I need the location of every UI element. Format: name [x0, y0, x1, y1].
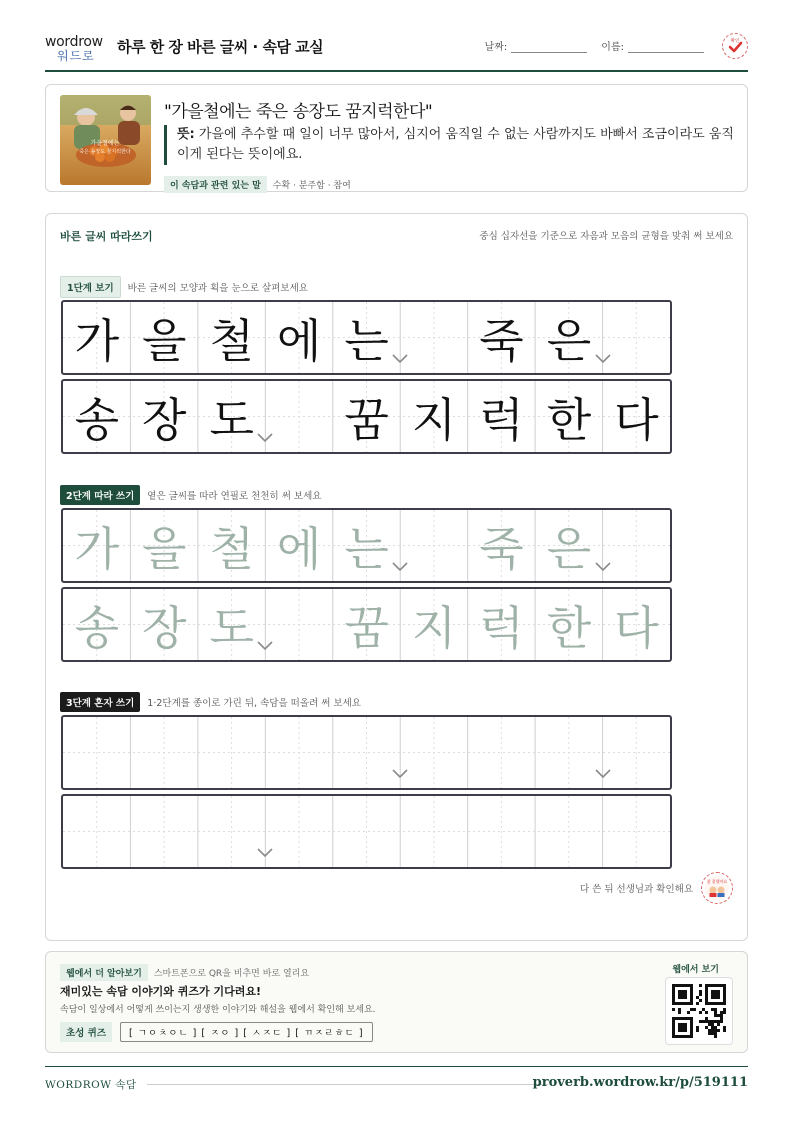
logo-text-top: wordrow	[45, 34, 103, 50]
step-1-label: 1단계 보기	[60, 276, 121, 298]
footer-brand: WORDROW 속담	[45, 1079, 137, 1091]
space-mark-icon	[593, 352, 613, 366]
quiz-value: [ ㄱㅇㅊㅇㄴ ] [ ㅈㅇ ] [ ㅅㅈㄷ ] [ ㄲㅈㄹㅎㄷ ]	[120, 1022, 373, 1042]
step-1-desc: 바른 글씨의 모양과 획을 눈으로 살펴보세요	[127, 283, 308, 294]
date-label: 날짜:	[484, 42, 508, 53]
proverb-illustration	[60, 95, 151, 185]
step-1-row-2	[61, 379, 672, 454]
letter-cell[interactable]: 꿈	[344, 600, 389, 655]
web-desc: 속담이 일상에서 어떻게 쓰이는지 생생한 이야기와 해설을 웹에서 확인해 보세요.	[60, 1005, 376, 1015]
stamp-text: 참 잘했어요	[706, 879, 728, 884]
related-label: 이 속담과 관련 있는 말	[164, 176, 267, 193]
name-label: 이름:	[601, 42, 624, 53]
meaning-text: 가을에 추수할 때 일이 너무 많아서, 심지어 움직일 수 없는 사람까지도 바빠서 조금이라도 움직이게 된다는 뜻이에요.	[177, 127, 734, 162]
footer-divider	[147, 1084, 548, 1085]
space-mark-icon	[390, 560, 410, 574]
related-list: 수확 · 분주함 · 참여	[272, 181, 351, 191]
step-3-label: 3단계 혼자 쓰기	[60, 692, 140, 712]
letter-cell: 죽	[479, 313, 524, 368]
letter-cell[interactable]: 가	[74, 521, 120, 576]
practice-title: 바른 글씨 따라쓰기	[60, 230, 153, 243]
letter-cell[interactable]: 도	[209, 600, 254, 655]
letter-cell: 송	[74, 392, 120, 447]
badge-text: 확인	[730, 39, 740, 44]
letter-cell[interactable]: 장	[142, 600, 187, 655]
step-1-row-1	[61, 300, 672, 375]
letter-cell[interactable]: 송	[74, 600, 120, 655]
initial-quiz	[60, 1022, 373, 1042]
proverb-text: "가을철에는 죽은 송장도 꿈지럭한다"	[164, 102, 433, 122]
thumb-caption-1: 가을철에는	[90, 140, 120, 147]
letter-cell[interactable]: 지	[411, 600, 457, 655]
name-line[interactable]	[628, 40, 704, 53]
space-mark-icon	[593, 767, 613, 781]
web-learn-label: 웹에서 더 알아보기	[60, 964, 148, 981]
grid-lines	[63, 717, 670, 788]
worksheet-meta	[485, 38, 704, 53]
letter-cell: 지	[411, 392, 457, 447]
step-3-desc: 1·2단계를 종이로 가린 뒤, 속담을 떠올려 써 보세요	[147, 698, 361, 709]
space-mark-icon	[390, 767, 410, 781]
thumb-caption-2: 죽은 송장도 꿈지럭한다	[79, 149, 131, 155]
date-line[interactable]	[511, 40, 587, 53]
letter-cell[interactable]: 을	[142, 521, 187, 576]
step-2-row-1[interactable]	[61, 508, 672, 583]
letter-cell[interactable]: 은	[546, 521, 592, 576]
letter-cell[interactable]: 한	[546, 600, 592, 655]
letter-cell: 도	[209, 392, 254, 447]
meaning-label: 뜻:	[177, 127, 195, 142]
letter-cell: 꿈	[344, 392, 389, 447]
letter-cell[interactable]: 죽	[479, 521, 524, 576]
letter-cell: 는	[344, 313, 389, 368]
web-promo	[45, 951, 748, 1053]
qr-code-graphic	[672, 984, 726, 1038]
proverb-card	[45, 84, 748, 192]
practice-hint: 중심 십자선을 기준으로 자음과 모음의 균형을 맞춰 써 보세요	[479, 231, 733, 242]
logo-text-bottom: 워드로	[57, 49, 95, 63]
qr-code-icon[interactable]	[665, 977, 733, 1045]
grid-lines	[63, 796, 670, 867]
letter-cell: 은	[546, 313, 592, 368]
letter-cell: 철	[209, 313, 254, 368]
related-words	[164, 176, 351, 193]
letter-cell: 럭	[479, 392, 524, 447]
web-learn-row	[60, 964, 309, 981]
step-3-row-1[interactable]	[61, 715, 672, 790]
page-footer	[45, 1066, 748, 1096]
footer-url[interactable]: proverb.wordrow.kr/p/519111	[532, 1075, 748, 1090]
letter-cell[interactable]: 에	[276, 521, 322, 576]
space-mark-icon	[255, 639, 275, 653]
letter-cell[interactable]: 럭	[479, 600, 524, 655]
name-field[interactable]	[601, 38, 704, 53]
qr-title: 웹에서 보기	[672, 965, 719, 975]
letter-cell: 을	[142, 313, 187, 368]
step-2-row-2[interactable]	[61, 587, 672, 662]
letter-cell: 가	[74, 313, 120, 368]
step-2-header	[60, 485, 321, 505]
page-title: 하루 한 장 바른 글씨 · 속담 교실	[117, 38, 324, 56]
web-learn-hint: 스마트폰으로 QR을 비추면 바로 열리요	[153, 969, 310, 979]
quiz-label: 초성 퀴즈	[60, 1022, 112, 1042]
well-done-stamp-icon	[701, 872, 733, 904]
step-3-row-2[interactable]	[61, 794, 672, 869]
letter-cell: 한	[546, 392, 592, 447]
teacher-note: 다 쓴 뒤 선생님과 확인해요	[579, 884, 693, 895]
proverb-meaning	[164, 125, 734, 165]
letter-cell: 다	[614, 392, 659, 447]
step-2-label: 2단계 따라 쓰기	[60, 485, 140, 505]
teacher-check	[580, 872, 733, 904]
page-header	[45, 28, 748, 72]
step-1-header	[60, 276, 308, 298]
space-mark-icon	[390, 352, 410, 366]
step-2-desc: 옅은 글씨를 따라 연필로 천천히 써 보세요	[147, 491, 322, 502]
step-3-header	[60, 692, 361, 712]
letter-cell[interactable]: 는	[344, 521, 389, 576]
web-headline: 재미있는 속담 이야기와 퀴즈가 기다려요!	[60, 985, 261, 998]
wordrow-logo[interactable]	[45, 34, 107, 64]
date-field[interactable]	[485, 38, 588, 53]
space-mark-icon	[255, 846, 275, 860]
letter-cell[interactable]: 철	[209, 521, 254, 576]
check-badge-icon	[722, 33, 748, 59]
letter-cell: 에	[276, 313, 322, 368]
letter-cell: 장	[142, 392, 187, 447]
letter-cell[interactable]: 다	[614, 600, 659, 655]
writing-practice	[45, 213, 748, 941]
space-mark-icon	[255, 431, 275, 445]
space-mark-icon	[593, 560, 613, 574]
